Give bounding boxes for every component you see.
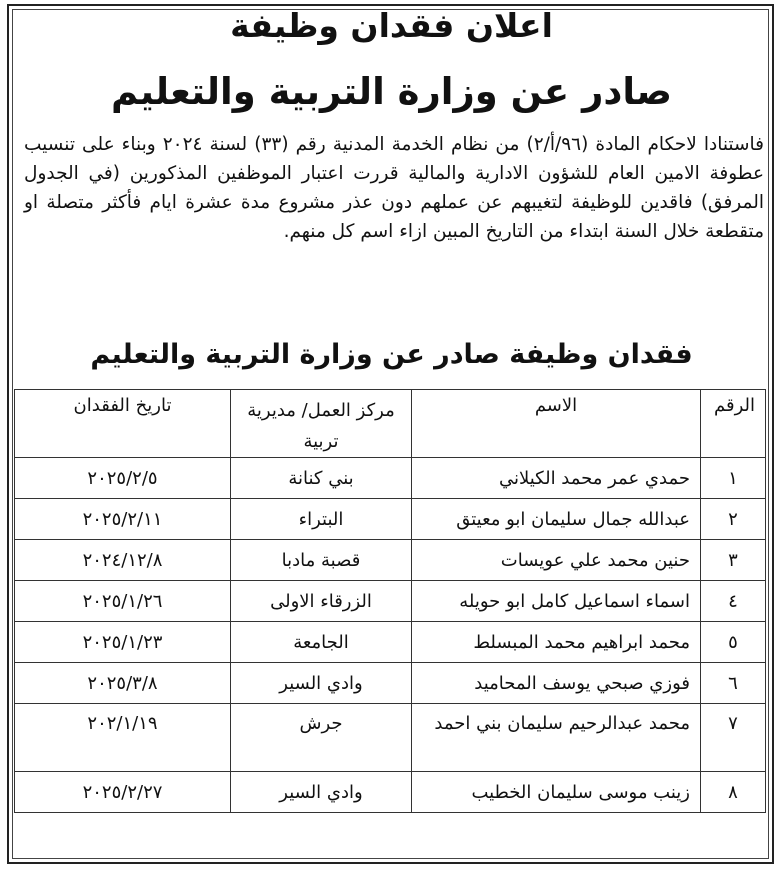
row-name: فوزي صبحي يوسف المحاميد: [412, 663, 701, 704]
row-loss-date: ٢٠٢/١/١٩: [15, 704, 231, 772]
row-name: حمدي عمر محمد الكيلاني: [412, 458, 701, 499]
table-row: [15, 622, 766, 663]
row-number: ٨: [701, 772, 766, 813]
header-name: الاسم: [412, 390, 701, 458]
row-loss-date: ٢٠٢٤/١٢/٨: [15, 540, 231, 581]
table-row: [15, 499, 766, 540]
row-number: ١: [701, 458, 766, 499]
table-row: [15, 663, 766, 704]
row-name: محمد عبدالرحيم سليمان بني احمد: [412, 704, 701, 772]
row-number: ٤: [701, 581, 766, 622]
row-name: محمد ابراهيم محمد المبسلط: [412, 622, 701, 663]
header-loss-date: تاريخ الفقدان: [15, 390, 231, 458]
header-work-center: مركز العمل/ مديرية تربية: [231, 390, 412, 458]
row-number: ٣: [701, 540, 766, 581]
table-header-row: [15, 390, 766, 458]
table-row: [15, 581, 766, 622]
table-title: فقدان وظيفة صادر عن وزارة التربية والتعليم: [90, 339, 693, 370]
announcement-title: اعلان فقدان وظيفة: [230, 6, 553, 45]
row-work-center: قصبة مادبا: [231, 540, 412, 581]
row-number: ٦: [701, 663, 766, 704]
row-work-center: الجامعة: [231, 622, 412, 663]
announcement-body: فاستنادا لاحكام المادة (٩٦/أ/٢) من نظام الخدمة المدنية رقم (٣٣) لسنة ٢٠٢٤ وبناء على تنسيب عطوفة الامين العام للشؤون الادارية والمالية قررت اعتبار الموظفين المذكورين (في الجدول المرفق) فاقدين للوظيفة لتغيبهم عن عملهم دون عذر مشروع مدة عشرة ايام فأكثر متصلة او متقطعة خلال السنة ابتداء من التاريخ المبين ازاء اسم كل منهم.: [24, 134, 764, 242]
row-work-center: جرش: [231, 704, 412, 772]
announcement-issuer: صادر عن وزارة التربية والتعليم: [110, 70, 673, 113]
row-number: ٧: [701, 704, 766, 772]
header-number: الرقم: [701, 390, 766, 458]
row-work-center: الزرقاء الاولى: [231, 581, 412, 622]
employees-table: [14, 389, 766, 813]
row-work-center: البتراء: [231, 499, 412, 540]
table-row: [15, 540, 766, 581]
row-name: عبدالله جمال سليمان ابو معيتق: [412, 499, 701, 540]
row-work-center: بني كنانة: [231, 458, 412, 499]
row-loss-date: ٢٠٢٥/٣/٨: [15, 663, 231, 704]
row-work-center: وادي السير: [231, 772, 412, 813]
row-loss-date: ٢٠٢٥/٢/٥: [15, 458, 231, 499]
row-loss-date: ٢٠٢٥/١/٢٣: [15, 622, 231, 663]
table-row: [15, 772, 766, 813]
row-number: ٥: [701, 622, 766, 663]
row-work-center: وادي السير: [231, 663, 412, 704]
row-name: حنين محمد علي عويسات: [412, 540, 701, 581]
row-loss-date: ٢٠٢٥/١/٢٦: [15, 581, 231, 622]
table-row: [15, 704, 766, 772]
row-number: ٢: [701, 499, 766, 540]
row-loss-date: ٢٠٢٥/٢/١١: [15, 499, 231, 540]
row-name: زينب موسى سليمان الخطيب: [412, 772, 701, 813]
row-loss-date: ٢٠٢٥/٢/٢٧: [15, 772, 231, 813]
row-name: اسماء اسماعيل كامل ابو حويله: [412, 581, 701, 622]
table-row: [15, 458, 766, 499]
